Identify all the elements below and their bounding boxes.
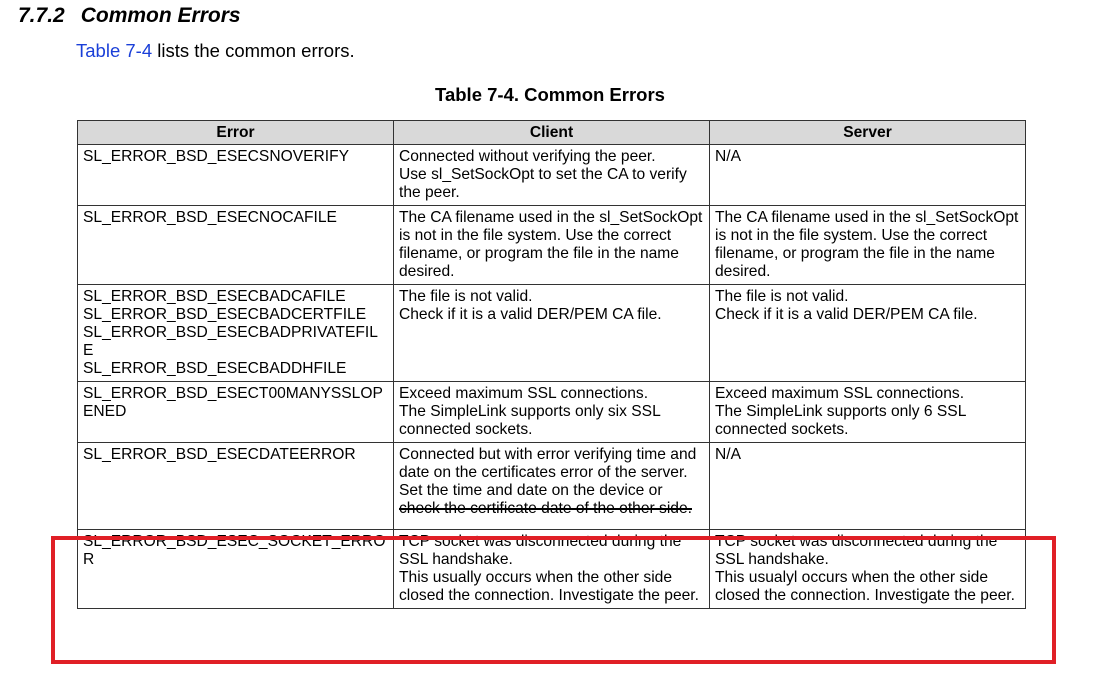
client-cell-clip	[399, 446, 704, 526]
server-cell: N/A	[710, 145, 1026, 206]
error-code-cell: SL_ERROR_BSD_ESECNOCAFILE	[78, 206, 394, 285]
error-code-cell: SL_ERROR_BSD_ESECBADCAFILE SL_ERROR_BSD_ESECBADCERTFILE SL_ERROR_BSD_ESECBADPRIVATEFILE SL_ERROR_BSD_ESECBADDHFILE	[78, 285, 394, 382]
client-cell: Connected without verifying the peer. Use sl_SetSockOpt to set the CA to verify the peer.	[394, 145, 710, 206]
client-cell	[394, 443, 710, 530]
header-error: Error	[78, 121, 394, 145]
error-code-cell: SL_ERROR_BSD_ESECDATEERROR	[78, 443, 394, 530]
table-row	[78, 443, 1026, 530]
server-cell: The file is not valid. Check if it is a valid DER/PEM CA file.	[710, 285, 1026, 382]
section-number: 7.7.2	[18, 4, 65, 27]
table-row	[78, 530, 1026, 609]
table-row	[78, 285, 1026, 382]
header-client: Client	[394, 121, 710, 145]
error-code-cell: SL_ERROR_BSD_ESECSNOVERIFY	[78, 145, 394, 206]
intro-text: lists the common errors.	[152, 40, 355, 61]
server-cell: Exceed maximum SSL connections. The SimpleLink supports only 6 SSL connected sockets.	[710, 382, 1026, 443]
common-errors-table	[77, 120, 1026, 609]
client-cell: The CA filename used in the sl_SetSockOpt is not in the file system. Use the correct filename, or program the file in the name desired.	[394, 206, 710, 285]
server-cell: TCP socket was disconnected during the SSL handshake. This usualyl occurs when the other side closed the connection. Investigate the peer.	[710, 530, 1026, 609]
section-heading	[18, 4, 241, 28]
server-cell: The CA filename used in the sl_SetSockOpt is not in the file system. Use the correct filename, or program the file in the name desired.	[710, 206, 1026, 285]
client-cell: TCP socket was disconnected during the SSL handshake. This usually occurs when the other side closed the connection. Investigate the peer.	[394, 530, 710, 609]
table-row	[78, 145, 1026, 206]
table-header-row	[78, 121, 1026, 145]
section-title: Common Errors	[80, 4, 241, 27]
client-cell: Exceed maximum SSL connections. The SimpleLink supports only six SSL connected sockets.	[394, 382, 710, 443]
server-cell: N/A	[710, 443, 1026, 530]
client-cell: The file is not valid. Check if it is a valid DER/PEM CA file.	[394, 285, 710, 382]
header-server: Server	[710, 121, 1026, 145]
struck-text: check the certificate date of the other side.	[399, 500, 692, 517]
intro-paragraph	[76, 40, 355, 62]
error-code-cell: SL_ERROR_BSD_ESECT00MANYSSLOPENED	[78, 382, 394, 443]
client-cell-text: Connected but with error verifying time and date on the certificates error of the server. Set the time and date on the device or	[399, 446, 697, 499]
table-link[interactable]: Table 7-4	[76, 40, 153, 61]
table-row	[78, 206, 1026, 285]
error-code-cell: SL_ERROR_BSD_ESEC_SOCKET_ERROR	[78, 530, 394, 609]
table-row	[78, 382, 1026, 443]
table-caption: Table 7-4. Common Errors	[435, 84, 665, 105]
